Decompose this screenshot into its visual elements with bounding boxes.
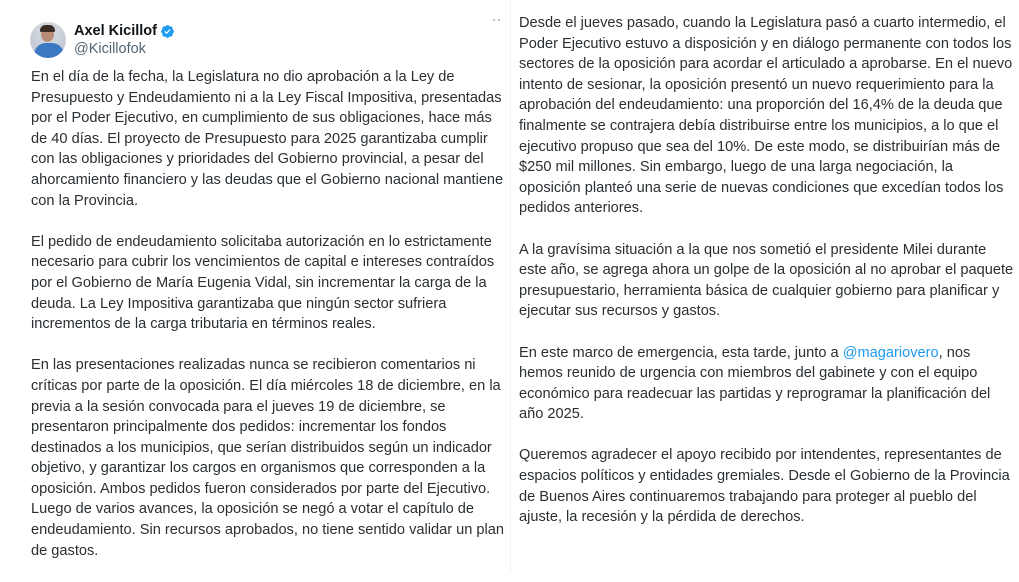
- name-row: [74, 22, 175, 40]
- tweet-paragraph: A la gravísima situación a la que nos sometió el presidente Milei durante este año, se agrega ahora un golpe de la oposición al no aprobar el paquete presupuestario, herramienta básica de cualquier gobierno para planificar y ejecutar sus recursos y gastos.: [519, 241, 1014, 320]
- mention-prefix-text: En este marco de emergencia, esta tarde, junto a: [519, 344, 843, 361]
- avatar[interactable]: [30, 22, 66, 58]
- tweet-author-header: [30, 22, 175, 58]
- tweet-paragraph: En las presentaciones realizadas nunca se recibieron comentarios ni críticas por parte de la oposición. El día miércoles 18 de diciembre, en la previa a la sesión convocada para el jueves 19 de diciembre, se presentaron principalmente dos pedidos: incrementar los fondos destinados a los municipios, que serían distribuidos según un indicador objetivo, y garantizar los cargos en organismos que corresponden a la oposición. Ambos pedidos fueron considerados por parte del Ejecutivo. Luego de varios avances, la oposición se negó a votar el capítulo de endeudamiento. Sin recursos aprobados, no tiene sentido validar un plan de gastos.: [31, 357, 504, 559]
- tweet-paragraph-with-mention: [519, 343, 1014, 425]
- avatar-hair: [40, 25, 55, 32]
- author-display-name[interactable]: Axel Kicillof: [74, 23, 157, 39]
- tweet-right-panel: [512, 0, 1019, 571]
- author-names: [74, 22, 175, 58]
- tweet-paragraph: Desde el jueves pasado, cuando la Legislatura pasó a cuarto intermedio, el Poder Ejecutivo estuvo a disposición y en diálogo permanente con todos los sectores de la oposición para acordar el articulado a aprobarse. En el nuevo intento de sesionar, la oposición presentó un nuevo requerimiento para la aprobación del endeudamiento: una proporción del 16,4% de la deuda que finalmente se contrajera debía distribuirse entre los municipios, a lo que el ejecutivo propuso que sea del 10%. De este modo, se distribuirían más de $250 mil millones. Sin embargo, luego de una larga negociación, la oposición planteó una serie de nuevas condiciones que excedían todos los pedidos anteriores.: [519, 15, 1013, 217]
- tweet-left-panel: [0, 0, 508, 571]
- mention-suffix-text: , nos hemos reunido de urgencia con miembros del gabinete y con el equipo económico para readecuar las partidas y reprogramar la planificación del año 2025.: [519, 344, 991, 423]
- verified-badge-icon: [160, 24, 175, 39]
- tweet-paragraph: El pedido de endeudamiento solicitaba autorización en lo estrictamente necesario para cubrir los vencimientos de capital e intereses contraídos por el Gobierno de María Eugenia Vidal, sin incrementar la carga de la deuda. La Ley Impositiva garantizaba que ningún sector sufriera incrementos de la carga tributaria en términos reales.: [31, 233, 495, 333]
- more-options-ellipsis-icon[interactable]: ··: [492, 12, 502, 26]
- tweet-text-left: [31, 67, 509, 582]
- avatar-body: [34, 43, 64, 58]
- tweet-paragraph: En el día de la fecha, la Legislatura no dio aprobación a la Ley de Presupuesto y Endeudamiento ni a la Ley Fiscal Impositiva, presentadas por el Poder Ejecutivo, en cumplimiento de sus obligaciones, hace más de 40 días. El proyecto de Presupuesto para 2025 garantizaba cumplir con las obligaciones y prioridades del Gobierno provincial, a pesar del ahorcamiento financiero y las deudas que el Gobierno nacional mantiene con la Provincia.: [31, 69, 504, 209]
- author-handle[interactable]: @Kicillofok: [74, 41, 146, 57]
- tweet-text-right: [519, 13, 1014, 548]
- panel-divider: [510, 0, 511, 571]
- tweet-paragraph: Queremos agradecer el apoyo recibido por intendentes, representantes de espacios políticos y entidades gremiales. Desde el Gobierno de la Provincia de Buenos Aires continuaremos trabajando para proteger al pueblo del ajuste, la recesión y la pérdida de derechos.: [519, 447, 1010, 526]
- user-mention-link[interactable]: @magariovero: [842, 344, 939, 361]
